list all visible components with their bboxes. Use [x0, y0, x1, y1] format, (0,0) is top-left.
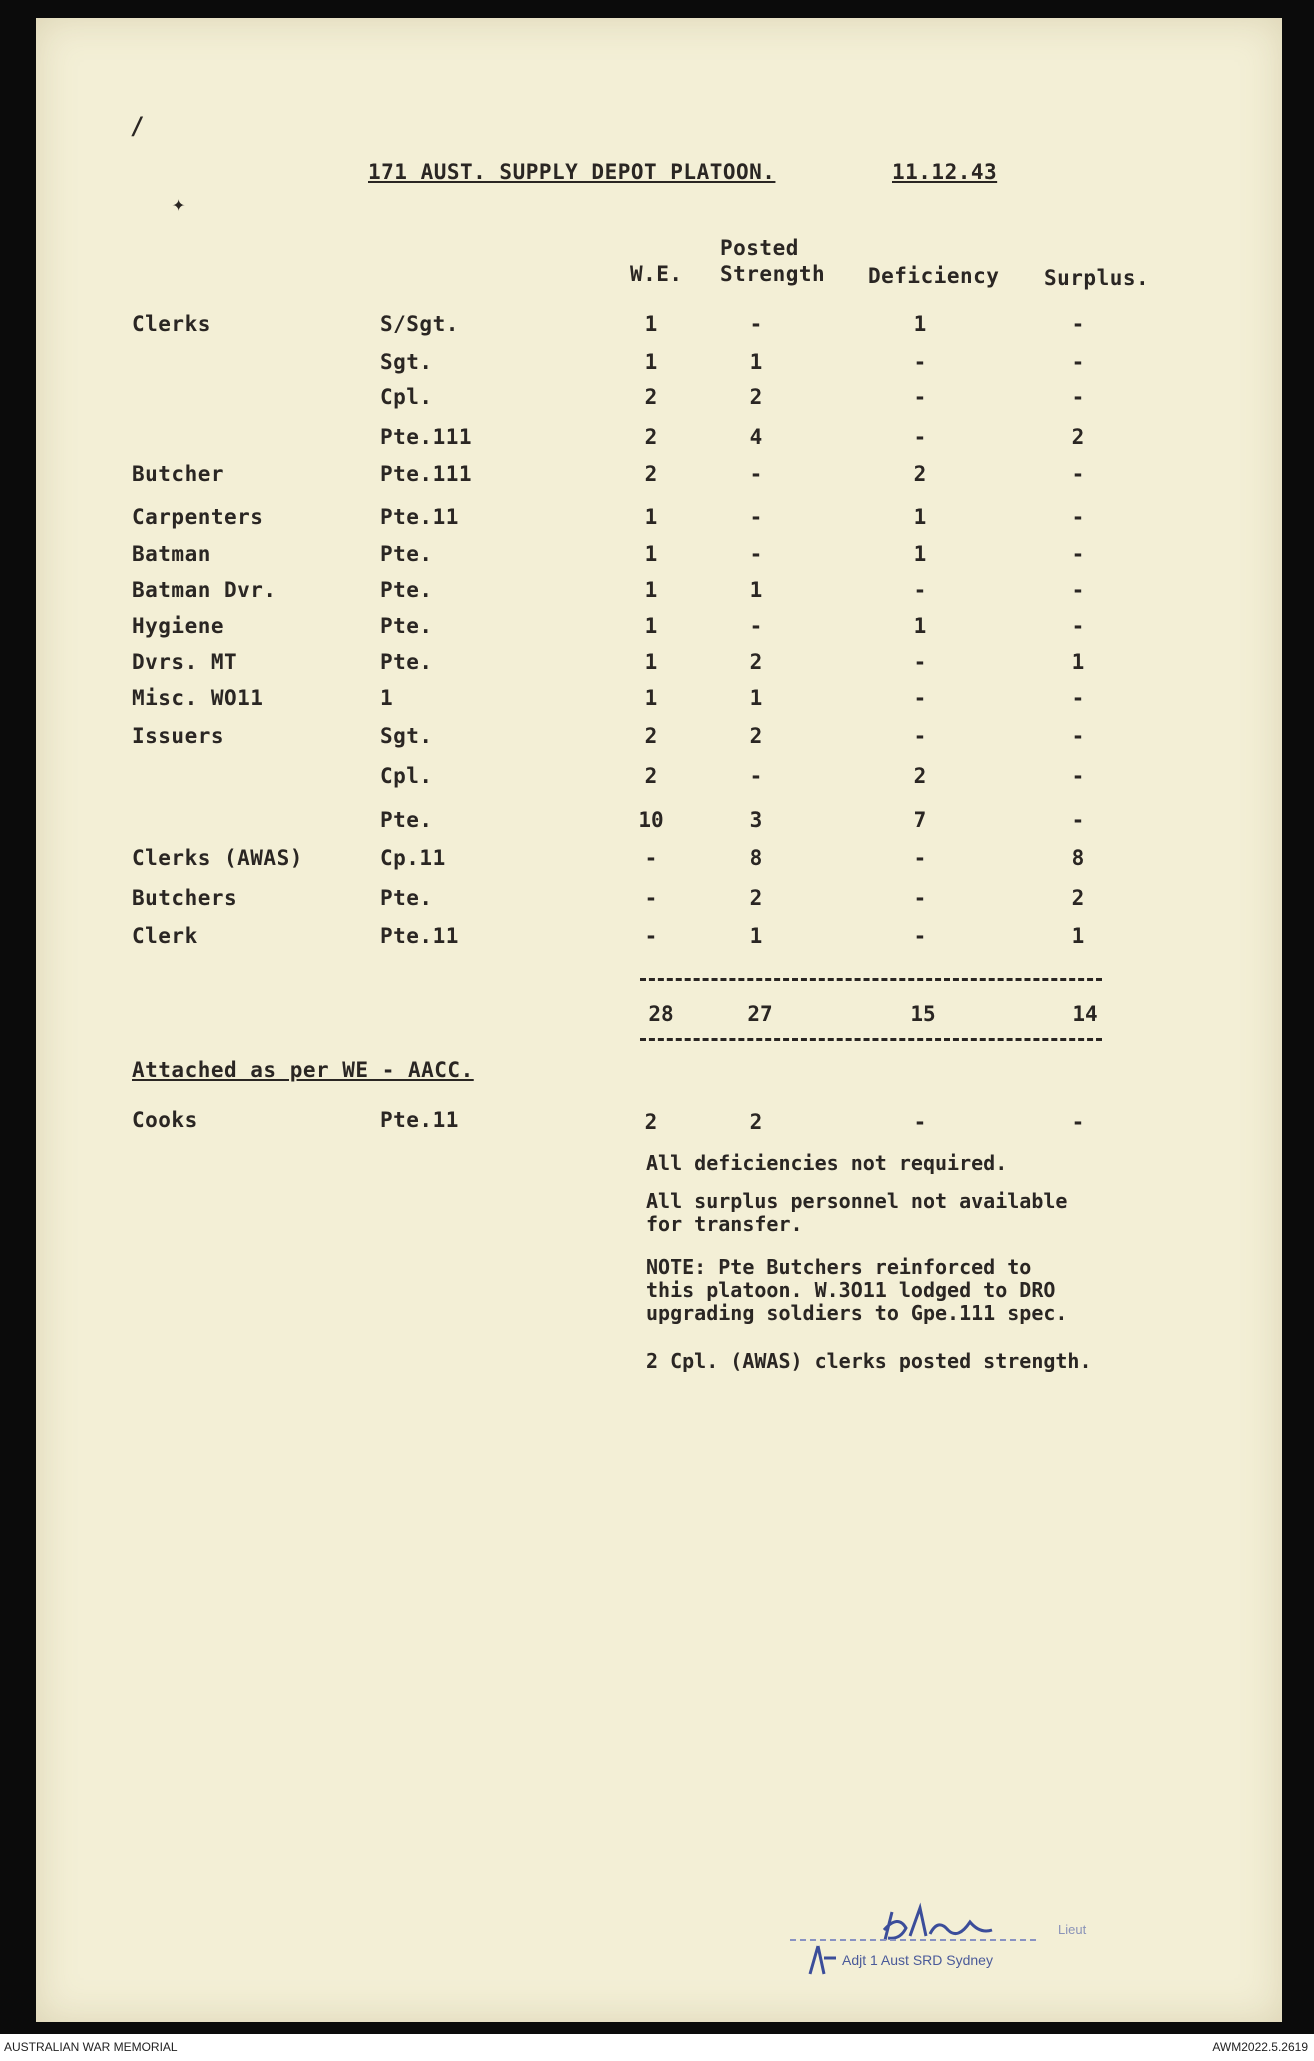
- total-deficiency: 15: [910, 1002, 936, 1026]
- row-surplus: -: [1071, 578, 1085, 602]
- ink-blot: ✦: [172, 192, 186, 217]
- row-trade: Hygiene: [132, 614, 225, 638]
- row-we: 2: [644, 425, 658, 449]
- row-posted: -: [749, 542, 763, 566]
- footer-accession: AWM2022.5.2619: [1212, 2040, 1308, 2054]
- row-posted: 2: [749, 724, 763, 748]
- row-trade: Carpenters: [132, 505, 264, 529]
- total-we: 28: [648, 1002, 674, 1026]
- row-rank: Sgt.: [380, 350, 433, 374]
- row-deficiency: -: [913, 846, 927, 870]
- row-we: 1: [644, 542, 658, 566]
- row-rank: Cpl.: [380, 385, 433, 409]
- row-surplus: -: [1071, 724, 1085, 748]
- row-rank: Pte.: [380, 650, 433, 674]
- row-rank: Sgt.: [380, 724, 433, 748]
- row-surplus: 8: [1071, 846, 1085, 870]
- row-we: 2: [644, 764, 658, 788]
- row-we: 2: [644, 385, 658, 409]
- row-surplus: 2: [1071, 886, 1085, 910]
- row-surplus: 1: [1071, 650, 1085, 674]
- row-rank: Pte.11: [380, 505, 459, 529]
- row-surplus: -: [1071, 686, 1085, 710]
- row-posted: -: [749, 312, 763, 336]
- attached-rank: Pte.11: [380, 1108, 459, 1132]
- row-posted: -: [749, 505, 763, 529]
- row-rank: Pte.111: [380, 462, 473, 486]
- row-surplus: -: [1071, 505, 1085, 529]
- attached-posted: 2: [749, 1110, 763, 1134]
- row-posted: -: [749, 614, 763, 638]
- column-header-posted-line1: Posted: [720, 236, 799, 260]
- row-deficiency: 7: [913, 808, 927, 832]
- row-trade: Dvrs. MT: [132, 650, 238, 674]
- row-posted: 1: [749, 578, 763, 602]
- row-trade: Clerks (AWAS): [132, 846, 303, 870]
- row-trade: Misc. WO11: [132, 686, 264, 710]
- note-deficiencies: All deficiencies not required.: [646, 1151, 1008, 1175]
- row-deficiency: 1: [913, 614, 927, 638]
- row-deficiency: 1: [913, 505, 927, 529]
- row-deficiency: -: [913, 578, 927, 602]
- attached-trade: Cooks: [132, 1108, 198, 1132]
- footer-bar: [0, 2034, 1314, 2061]
- row-deficiency: 2: [913, 462, 927, 486]
- row-surplus: 1: [1071, 924, 1085, 948]
- row-surplus: 2: [1071, 425, 1085, 449]
- document-date: 11.12.43: [892, 160, 998, 184]
- row-rank: Pte.: [380, 808, 433, 832]
- row-trade: Butchers: [132, 886, 238, 910]
- page-mark: /: [130, 112, 145, 140]
- row-rank: Pte.: [380, 614, 433, 638]
- row-posted: -: [749, 462, 763, 486]
- row-deficiency: 2: [913, 764, 927, 788]
- column-header-we: W.E.: [630, 262, 683, 286]
- row-rank: S/Sgt.: [380, 312, 459, 336]
- row-surplus: -: [1071, 312, 1085, 336]
- row-rank: Pte.11: [380, 924, 459, 948]
- signature-mark: [780, 1900, 1140, 1990]
- row-posted: 2: [749, 650, 763, 674]
- row-posted: 4: [749, 425, 763, 449]
- row-surplus: -: [1071, 462, 1085, 486]
- row-deficiency: -: [913, 924, 927, 948]
- row-trade: Batman: [132, 542, 211, 566]
- row-surplus: -: [1071, 808, 1085, 832]
- row-posted: 8: [749, 846, 763, 870]
- row-surplus: -: [1071, 385, 1085, 409]
- row-trade: Issuers: [132, 724, 225, 748]
- row-we: 1: [644, 614, 658, 638]
- row-deficiency: -: [913, 886, 927, 910]
- column-header-deficiency: Deficiency: [868, 264, 1000, 288]
- row-surplus: -: [1071, 764, 1085, 788]
- row-deficiency: 1: [913, 312, 927, 336]
- stamp-rank: Lieut: [1058, 1922, 1087, 1937]
- row-deficiency: -: [913, 724, 927, 748]
- row-posted: -: [749, 764, 763, 788]
- row-we: 1: [644, 686, 658, 710]
- stamp-title: Adjt 1 Aust SRD Sydney: [842, 1952, 993, 1968]
- row-we: -: [644, 924, 658, 948]
- row-we: -: [644, 886, 658, 910]
- row-posted: 2: [749, 886, 763, 910]
- row-surplus: -: [1071, 542, 1085, 566]
- attached-surplus: -: [1071, 1110, 1085, 1134]
- note-surplus-line1: All surplus personnel not available: [646, 1189, 1068, 1213]
- row-we: 10: [638, 808, 664, 832]
- row-deficiency: -: [913, 350, 927, 374]
- row-rank: Pte.: [380, 886, 433, 910]
- row-rank: 1: [380, 686, 394, 710]
- row-trade: Clerk: [132, 924, 198, 948]
- row-rank: Pte.: [380, 542, 433, 566]
- row-we: 1: [644, 578, 658, 602]
- note-butchers-line3: upgrading soldiers to Gpe.111 spec.: [646, 1301, 1068, 1325]
- note-surplus-line2: for transfer.: [646, 1212, 803, 1236]
- row-we: 1: [644, 350, 658, 374]
- row-we: 2: [644, 724, 658, 748]
- row-rank: Pte.: [380, 578, 433, 602]
- note-butchers-line1: NOTE: Pte Butchers reinforced to: [646, 1255, 1032, 1279]
- row-deficiency: -: [913, 686, 927, 710]
- totals-rule-top: [640, 978, 1102, 981]
- document-title: 171 AUST. SUPPLY DEPOT PLATOON.: [368, 160, 776, 184]
- row-rank: Cpl.: [380, 764, 433, 788]
- row-trade: Butcher: [132, 462, 225, 486]
- row-trade: Clerks: [132, 312, 211, 336]
- row-deficiency: -: [913, 385, 927, 409]
- row-deficiency: 1: [913, 542, 927, 566]
- attached-deficiency: -: [913, 1110, 927, 1134]
- row-we: 1: [644, 312, 658, 336]
- totals-rule-bottom: [640, 1038, 1102, 1041]
- row-deficiency: -: [913, 425, 927, 449]
- row-posted: 1: [749, 686, 763, 710]
- attached-we: 2: [644, 1110, 658, 1134]
- note-awas-clerks: 2 Cpl. (AWAS) clerks posted strength.: [646, 1349, 1092, 1373]
- total-surplus: 14: [1072, 1002, 1098, 1026]
- row-surplus: -: [1071, 614, 1085, 638]
- row-deficiency: -: [913, 650, 927, 674]
- row-rank: Cp.11: [380, 846, 446, 870]
- note-butchers-line2: this platoon. W.3O11 lodged to DRO: [646, 1278, 1056, 1302]
- row-we: -: [644, 846, 658, 870]
- row-posted: 1: [749, 350, 763, 374]
- row-posted: 1: [749, 924, 763, 948]
- row-we: 2: [644, 462, 658, 486]
- row-surplus: -: [1071, 350, 1085, 374]
- row-we: 1: [644, 650, 658, 674]
- row-trade: Batman Dvr.: [132, 578, 277, 602]
- signature-stamp: [780, 1900, 1140, 1990]
- attached-heading: Attached as per WE - AACC.: [132, 1058, 474, 1082]
- column-header-surplus: Surplus.: [1044, 266, 1150, 290]
- column-header-posted-line2: Strength: [720, 262, 826, 286]
- footer-institution: AUSTRALIAN WAR MEMORIAL: [4, 2040, 178, 2054]
- row-rank: Pte.111: [380, 425, 473, 449]
- total-posted: 27: [747, 1002, 773, 1026]
- row-we: 1: [644, 505, 658, 529]
- row-posted: 3: [749, 808, 763, 832]
- row-posted: 2: [749, 385, 763, 409]
